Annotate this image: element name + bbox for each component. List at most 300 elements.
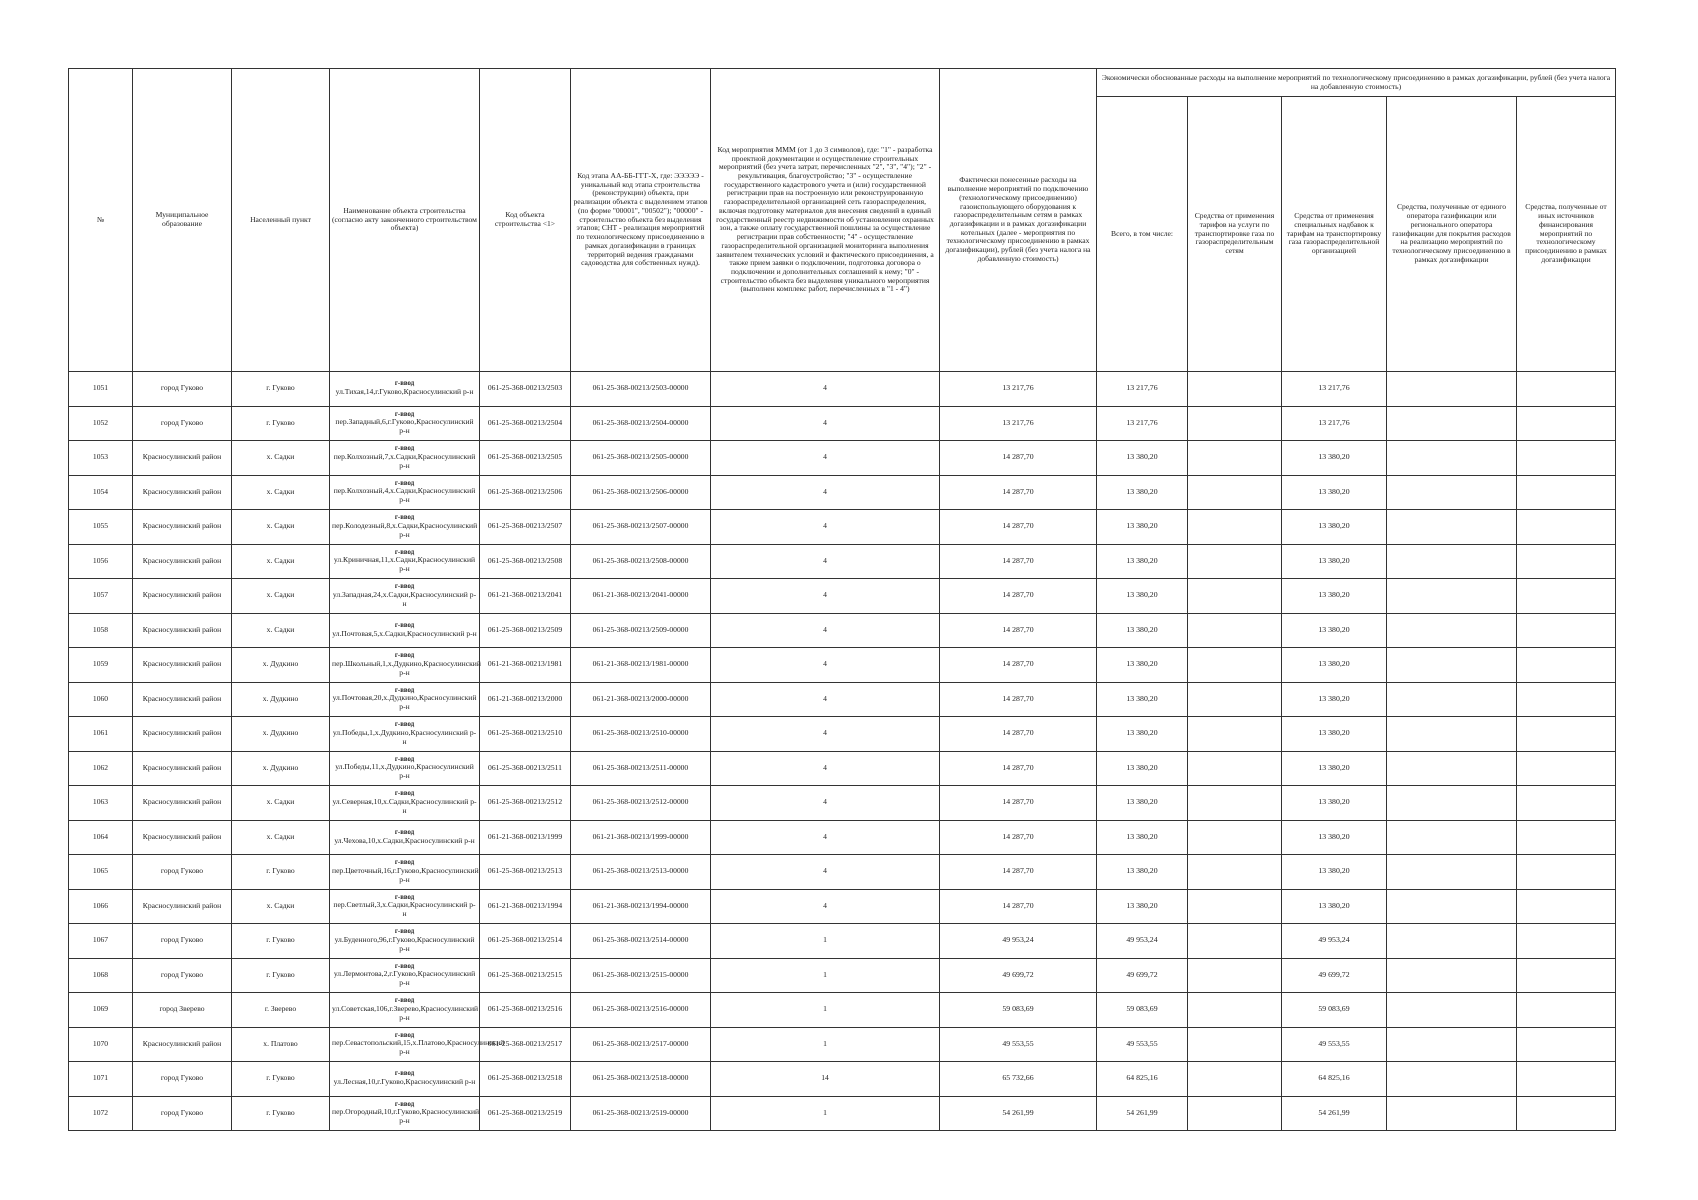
header-other-funds: Средства, полученные от иных источников финансирования мероприятий по технологическому присоединению в рамках догазификации bbox=[1517, 97, 1616, 372]
cell-tariff-funds bbox=[1188, 613, 1282, 648]
cell-markup-funds: 54 261,99 bbox=[1282, 1096, 1387, 1131]
cost-table bbox=[68, 68, 1616, 1131]
cell-total: 13 380,20 bbox=[1097, 682, 1188, 717]
cell-activity-code: 4 bbox=[711, 786, 940, 821]
header-no: № bbox=[69, 69, 133, 372]
cell-operator-funds bbox=[1387, 993, 1517, 1028]
cell-tariff-funds bbox=[1188, 406, 1282, 441]
cell-no: 1069 bbox=[69, 993, 133, 1028]
cell-other-funds bbox=[1517, 717, 1616, 752]
cell-markup-funds: 49 699,72 bbox=[1282, 958, 1387, 993]
object-address: ул.Западная,24,х.Садки,Красносулинский р-н bbox=[332, 589, 477, 608]
object-subtitle: г-ввод bbox=[394, 790, 415, 798]
cell-actual-costs: 14 287,70 bbox=[940, 786, 1097, 821]
cell-other-funds bbox=[1517, 958, 1616, 993]
cell-activity-code: 4 bbox=[711, 855, 940, 890]
cell-stage-code: 061-25-368-00213/2504-00000 bbox=[571, 406, 711, 441]
cell-operator-funds bbox=[1387, 1062, 1517, 1097]
header-object-name: Наименование объекта строительства (согласно акту законченного строительством объекта) bbox=[330, 69, 480, 372]
cell-operator-funds bbox=[1387, 579, 1517, 614]
cell-operator-funds bbox=[1387, 441, 1517, 476]
cell-stage-code: 061-25-368-00213/2512-00000 bbox=[571, 786, 711, 821]
cell-municipality: город Гуково bbox=[133, 1096, 232, 1131]
cell-municipality: город Гуково bbox=[133, 958, 232, 993]
object-address: ул.Чехова,10,х.Садки,Красносулинский р-н bbox=[334, 835, 475, 845]
cell-no: 1058 bbox=[69, 613, 133, 648]
header-actual-costs: Фактически понесенные расходы на выполнение мероприятий по подключению (технологическому присоединению) газоиспользующего оборудования к газораспределительным сетям в рамках догазификации и в рамках догазификации котельных (далее - мероприятия по технологическому присоединению в рамках догазификации), рублей (без учета налога на добавленную стоимость) bbox=[940, 69, 1097, 372]
object-address: пер.Колхозный,4,х.Садки,Красносулинский р-н bbox=[333, 486, 476, 505]
cell-operator-funds bbox=[1387, 475, 1517, 510]
cell-municipality: город Зверево bbox=[133, 993, 232, 1028]
cell-operator-funds bbox=[1387, 786, 1517, 821]
cell-settlement: х. Садки bbox=[232, 441, 330, 476]
object-subtitle: г-ввод bbox=[394, 997, 415, 1005]
cell-actual-costs: 14 287,70 bbox=[940, 544, 1097, 579]
cell-object-name bbox=[330, 406, 480, 441]
cell-other-funds bbox=[1517, 613, 1616, 648]
cell-activity-code: 4 bbox=[711, 510, 940, 545]
cell-stage-code: 061-25-368-00213/2515-00000 bbox=[571, 958, 711, 993]
cell-total: 13 380,20 bbox=[1097, 544, 1188, 579]
cell-municipality: город Гуково bbox=[133, 855, 232, 890]
cell-other-funds bbox=[1517, 682, 1616, 717]
cell-stage-code: 061-25-368-00213/2507-00000 bbox=[571, 510, 711, 545]
cell-settlement: х. Садки bbox=[232, 579, 330, 614]
cell-operator-funds bbox=[1387, 855, 1517, 890]
table-row bbox=[69, 441, 1616, 476]
cell-object-name bbox=[330, 372, 480, 407]
cell-no: 1054 bbox=[69, 475, 133, 510]
cell-stage-code: 061-25-368-00213/2508-00000 bbox=[571, 544, 711, 579]
cell-actual-costs: 14 287,70 bbox=[940, 510, 1097, 545]
cell-operator-funds bbox=[1387, 1027, 1517, 1062]
cell-markup-funds: 13 380,20 bbox=[1282, 475, 1387, 510]
table-row bbox=[69, 613, 1616, 648]
cell-other-funds bbox=[1517, 372, 1616, 407]
cell-municipality: Красносулинский район bbox=[133, 751, 232, 786]
table-row bbox=[69, 820, 1616, 855]
cell-activity-code: 4 bbox=[711, 406, 940, 441]
header-operator-funds: Средства, полученные от единого оператора газификации или регионального оператора газификации для покрытия расходов на реализацию мероприятий по технологическому присоединению в рамках догазификации bbox=[1387, 97, 1517, 372]
cell-tariff-funds bbox=[1188, 1062, 1282, 1097]
cell-markup-funds: 13 380,20 bbox=[1282, 510, 1387, 545]
cell-operator-funds bbox=[1387, 372, 1517, 407]
cell-no: 1063 bbox=[69, 786, 133, 821]
cell-actual-costs: 14 287,70 bbox=[940, 820, 1097, 855]
cell-markup-funds: 49 953,24 bbox=[1282, 924, 1387, 959]
cell-object-name bbox=[330, 1027, 505, 1062]
cell-stage-code: 061-25-368-00213/2517-00000 bbox=[571, 1027, 711, 1062]
cell-activity-code: 1 bbox=[711, 993, 940, 1028]
cell-object-code: 061-21-368-00213/1994 bbox=[480, 889, 571, 924]
object-subtitle: г-ввод bbox=[394, 652, 415, 660]
object-address: пер.Цветочный,16,г.Гуково,Красносулинский р-н bbox=[332, 865, 479, 884]
cell-object-name bbox=[330, 475, 480, 510]
cell-municipality: Красносулинский район bbox=[133, 717, 232, 752]
table-row bbox=[69, 958, 1616, 993]
table-row bbox=[69, 1062, 1616, 1097]
cell-total: 49 553,55 bbox=[1097, 1027, 1188, 1062]
cell-markup-funds: 13 380,20 bbox=[1282, 682, 1387, 717]
cell-actual-costs: 14 287,70 bbox=[940, 717, 1097, 752]
cell-stage-code: 061-21-368-00213/2000-00000 bbox=[571, 682, 711, 717]
cell-municipality: Красносулинский район bbox=[133, 510, 232, 545]
cell-activity-code: 4 bbox=[711, 372, 940, 407]
cell-no: 1057 bbox=[69, 579, 133, 614]
cell-tariff-funds bbox=[1188, 1096, 1282, 1131]
cell-total: 13 380,20 bbox=[1097, 717, 1188, 752]
cell-operator-funds bbox=[1387, 544, 1517, 579]
cell-settlement: г. Гуково bbox=[232, 924, 330, 959]
cell-operator-funds bbox=[1387, 613, 1517, 648]
cell-no: 1052 bbox=[69, 406, 133, 441]
cell-actual-costs: 49 953,24 bbox=[940, 924, 1097, 959]
cell-object-name bbox=[330, 717, 480, 752]
cell-municipality: Красносулинский район bbox=[133, 441, 232, 476]
cell-stage-code: 061-25-368-00213/2513-00000 bbox=[571, 855, 711, 890]
object-address: ул.Лесная,10,г.Гуково,Красносулинский р-н bbox=[333, 1077, 476, 1087]
cell-tariff-funds bbox=[1188, 751, 1282, 786]
cell-actual-costs: 14 287,70 bbox=[940, 751, 1097, 786]
cell-object-code: 061-25-368-00213/2518 bbox=[480, 1062, 571, 1097]
object-subtitle: г-ввод bbox=[394, 893, 415, 901]
cell-stage-code: 061-25-368-00213/2519-00000 bbox=[571, 1096, 711, 1131]
cell-tariff-funds bbox=[1188, 544, 1282, 579]
cell-object-name bbox=[330, 889, 480, 924]
object-address: пер.Колхозный,7,х.Садки,Красносулинский р-н bbox=[333, 451, 476, 470]
object-subtitle: г-ввод bbox=[394, 479, 415, 487]
cell-stage-code: 061-25-368-00213/2514-00000 bbox=[571, 924, 711, 959]
cell-tariff-funds bbox=[1188, 855, 1282, 890]
cell-settlement: г. Зверево bbox=[232, 993, 330, 1028]
cell-actual-costs: 14 287,70 bbox=[940, 579, 1097, 614]
cell-object-code: 061-21-368-00213/1981 bbox=[480, 648, 571, 683]
cell-stage-code: 061-21-368-00213/1994-00000 bbox=[571, 889, 711, 924]
cell-actual-costs: 49 553,55 bbox=[940, 1027, 1097, 1062]
cell-total: 13 217,76 bbox=[1097, 406, 1188, 441]
cell-operator-funds bbox=[1387, 958, 1517, 993]
header-total: Всего, в том числе: bbox=[1097, 97, 1188, 372]
cell-tariff-funds bbox=[1188, 820, 1282, 855]
object-subtitle: г-ввод bbox=[394, 828, 415, 836]
cell-object-code: 061-21-368-00213/2041 bbox=[480, 579, 571, 614]
object-address: пер.Огородный,10,г.Гуково,Красносулинский р-н bbox=[332, 1107, 480, 1126]
cell-object-name bbox=[330, 751, 480, 786]
cell-no: 1067 bbox=[69, 924, 133, 959]
cell-tariff-funds bbox=[1188, 1027, 1282, 1062]
cell-object-name bbox=[330, 924, 480, 959]
table-row bbox=[69, 993, 1616, 1028]
cell-total: 49 699,72 bbox=[1097, 958, 1188, 993]
cell-no: 1072 bbox=[69, 1096, 133, 1131]
cell-actual-costs: 49 699,72 bbox=[940, 958, 1097, 993]
header-object-code: Код объекта строительства <1> bbox=[480, 69, 571, 372]
cell-other-funds bbox=[1517, 510, 1616, 545]
cell-stage-code: 061-25-368-00213/2505-00000 bbox=[571, 441, 711, 476]
table-row bbox=[69, 544, 1616, 579]
cell-activity-code: 1 bbox=[711, 1096, 940, 1131]
cell-municipality: Красносулинский район bbox=[133, 613, 232, 648]
cell-settlement: г. Гуково bbox=[232, 1062, 330, 1097]
cell-operator-funds bbox=[1387, 717, 1517, 752]
cell-stage-code: 061-25-368-00213/2509-00000 bbox=[571, 613, 711, 648]
cell-settlement: г. Гуково bbox=[232, 958, 330, 993]
cell-other-funds bbox=[1517, 820, 1616, 855]
cell-other-funds bbox=[1517, 441, 1616, 476]
cell-markup-funds: 13 217,76 bbox=[1282, 406, 1387, 441]
cell-tariff-funds bbox=[1188, 924, 1282, 959]
header-activity-code: Код мероприятия ММM (от 1 до 3 символов), где: "1" - разработка проектной документации и осуществление строительных мероприятий (без учета затрат, перечисленных "2", "3", "4"); "2" - рекультивация, благоустройство; "3" - осуществление государственного кадастрового учета и (или) государственной регистрации прав на построенную или реконструированную газораспределительной организацией сеть газораспределения, включая подготовку материалов для внесения сведений в единый государственный реестр недвижимости об установлении охранных зон, а также оплату государственной пошлины за осуществление регистрации прав собственности; "4" - осуществление газораспределительной организацией мониторинга выполнения заявителем технических условий и фактического присоединения, а также прием заявки о подключении, подготовка договора о подключении и дополнительных соглашений к нему; "0" - строительство объекта без выделения уникального мероприятия (выполнен комплекс работ, перечисленных в "1 - 4") bbox=[711, 69, 940, 372]
cell-operator-funds bbox=[1387, 924, 1517, 959]
cell-settlement: х. Садки bbox=[232, 475, 330, 510]
cell-tariff-funds bbox=[1188, 889, 1282, 924]
cell-operator-funds bbox=[1387, 682, 1517, 717]
cell-activity-code: 4 bbox=[711, 544, 940, 579]
cell-object-name bbox=[330, 855, 480, 890]
object-subtitle: г-ввод bbox=[394, 380, 415, 388]
table-row bbox=[69, 751, 1616, 786]
cell-total: 13 380,20 bbox=[1097, 579, 1188, 614]
cell-total: 49 953,24 bbox=[1097, 924, 1188, 959]
table-row bbox=[69, 889, 1616, 924]
table-row bbox=[69, 786, 1616, 821]
cell-actual-costs: 59 083,69 bbox=[940, 993, 1097, 1028]
cell-tariff-funds bbox=[1188, 475, 1282, 510]
object-subtitle: г-ввод bbox=[394, 1031, 415, 1039]
cell-no: 1070 bbox=[69, 1027, 133, 1062]
cell-stage-code: 061-21-368-00213/1981-00000 bbox=[571, 648, 711, 683]
cell-actual-costs: 13 217,76 bbox=[940, 372, 1097, 407]
cell-activity-code: 4 bbox=[711, 717, 940, 752]
object-address: пер.Западный,6,г.Гуково,Красносулинский р-н bbox=[335, 417, 474, 436]
header-settlement: Населенный пункт bbox=[232, 69, 330, 372]
cell-activity-code: 14 bbox=[711, 1062, 940, 1097]
cell-object-code: 061-25-368-00213/2511 bbox=[480, 751, 571, 786]
cell-object-code: 061-25-368-00213/2517 bbox=[480, 1027, 571, 1062]
cell-settlement: х. Дудкино bbox=[232, 751, 330, 786]
cell-other-funds bbox=[1517, 544, 1616, 579]
object-subtitle: г-ввод bbox=[394, 962, 415, 970]
cell-no: 1065 bbox=[69, 855, 133, 890]
table-row bbox=[69, 924, 1616, 959]
cell-activity-code: 1 bbox=[711, 924, 940, 959]
cell-tariff-funds bbox=[1188, 786, 1282, 821]
cell-other-funds bbox=[1517, 1062, 1616, 1097]
cell-tariff-funds bbox=[1188, 510, 1282, 545]
cell-markup-funds: 13 380,20 bbox=[1282, 786, 1387, 821]
cell-tariff-funds bbox=[1188, 372, 1282, 407]
cell-object-name bbox=[330, 579, 480, 614]
cell-other-funds bbox=[1517, 889, 1616, 924]
cell-activity-code: 4 bbox=[711, 475, 940, 510]
cell-no: 1066 bbox=[69, 889, 133, 924]
cell-no: 1060 bbox=[69, 682, 133, 717]
cell-object-code: 061-25-368-00213/2503 bbox=[480, 372, 571, 407]
cell-object-code: 061-25-368-00213/2508 bbox=[480, 544, 571, 579]
cell-stage-code: 061-25-368-00213/2510-00000 bbox=[571, 717, 711, 752]
cell-settlement: х. Садки bbox=[232, 820, 330, 855]
cell-operator-funds bbox=[1387, 1096, 1517, 1131]
cell-operator-funds bbox=[1387, 406, 1517, 441]
object-address: ул.Лермонтова,2,г.Гуково,Красносулинский р-н bbox=[333, 969, 476, 988]
cell-operator-funds bbox=[1387, 820, 1517, 855]
cell-settlement: х. Дудкино bbox=[232, 717, 330, 752]
cell-total: 54 261,99 bbox=[1097, 1096, 1188, 1131]
cell-object-code: 061-25-368-00213/2507 bbox=[480, 510, 571, 545]
cell-no: 1062 bbox=[69, 751, 133, 786]
object-subtitle: г-ввод bbox=[394, 686, 415, 694]
cell-total: 13 380,20 bbox=[1097, 613, 1188, 648]
cell-actual-costs: 14 287,70 bbox=[940, 855, 1097, 890]
cell-settlement: х. Садки bbox=[232, 544, 330, 579]
cell-settlement: х. Платово bbox=[232, 1027, 330, 1062]
object-address: пер.Светлый,3,х.Садки,Красносулинский р-н bbox=[333, 900, 476, 919]
cell-no: 1071 bbox=[69, 1062, 133, 1097]
object-subtitle: г-ввод bbox=[394, 928, 415, 936]
cell-actual-costs: 54 261,99 bbox=[940, 1096, 1097, 1131]
table-row bbox=[69, 372, 1616, 407]
cell-settlement: г. Гуково bbox=[232, 855, 330, 890]
cell-municipality: город Гуково bbox=[133, 372, 232, 407]
cell-object-name bbox=[330, 613, 480, 648]
cell-municipality: город Гуково bbox=[133, 924, 232, 959]
header-municipality: Муниципальное образование bbox=[133, 69, 232, 372]
object-address: ул.Победы,1,х.Дудкино,Красносулинский р-н bbox=[332, 727, 477, 746]
cell-stage-code: 061-25-368-00213/2506-00000 bbox=[571, 475, 711, 510]
cell-municipality: город Гуково bbox=[133, 406, 232, 441]
cell-no: 1068 bbox=[69, 958, 133, 993]
cell-markup-funds: 13 380,20 bbox=[1282, 544, 1387, 579]
cell-object-code: 061-25-368-00213/2515 bbox=[480, 958, 571, 993]
cell-activity-code: 4 bbox=[711, 889, 940, 924]
cell-total: 59 083,69 bbox=[1097, 993, 1188, 1028]
cell-municipality: Красносулинский район bbox=[133, 475, 232, 510]
cell-actual-costs: 13 217,76 bbox=[940, 406, 1097, 441]
table-row bbox=[69, 510, 1616, 545]
cell-object-code: 061-25-368-00213/2506 bbox=[480, 475, 571, 510]
cell-object-name bbox=[330, 544, 480, 579]
cell-operator-funds bbox=[1387, 648, 1517, 683]
cell-no: 1059 bbox=[69, 648, 133, 683]
cell-object-code: 061-21-368-00213/2000 bbox=[480, 682, 571, 717]
object-address: ул.Почтовая,5,х.Садки,Красносулинский р-н bbox=[332, 628, 477, 638]
cell-object-code: 061-25-368-00213/2513 bbox=[480, 855, 571, 890]
table-row bbox=[69, 682, 1616, 717]
object-subtitle: г-ввод bbox=[394, 410, 415, 418]
cell-tariff-funds bbox=[1188, 682, 1282, 717]
table-row bbox=[69, 1096, 1616, 1131]
cell-other-funds bbox=[1517, 751, 1616, 786]
cell-stage-code: 061-25-368-00213/2511-00000 bbox=[571, 751, 711, 786]
cell-municipality: Красносулинский район bbox=[133, 889, 232, 924]
cell-actual-costs: 14 287,70 bbox=[940, 682, 1097, 717]
cell-markup-funds: 13 380,20 bbox=[1282, 613, 1387, 648]
cell-other-funds bbox=[1517, 648, 1616, 683]
cell-activity-code: 4 bbox=[711, 648, 940, 683]
cell-activity-code: 4 bbox=[711, 682, 940, 717]
cell-activity-code: 1 bbox=[711, 958, 940, 993]
cell-no: 1051 bbox=[69, 372, 133, 407]
cell-markup-funds: 13 380,20 bbox=[1282, 820, 1387, 855]
object-subtitle: г-ввод bbox=[394, 755, 415, 763]
cell-total: 13 380,20 bbox=[1097, 648, 1188, 683]
cell-no: 1056 bbox=[69, 544, 133, 579]
object-address: ул.Буденного,96,г.Гуково,Красносулинский р-н bbox=[334, 934, 475, 953]
cell-total: 13 380,20 bbox=[1097, 510, 1188, 545]
cell-municipality: Красносулинский район bbox=[133, 820, 232, 855]
cell-actual-costs: 14 287,70 bbox=[940, 475, 1097, 510]
cell-actual-costs: 14 287,70 bbox=[940, 613, 1097, 648]
header-stage-code: Код этапа АА-ББ-ГГГ-Х, где: ЭЭЭЭЭ - уникальный код этапа строительства (реконструкции) объекта, при реализации объекта с выделением этапов (по форме "00001", "00502"); "00000" - строительство объекта без выделения этапов; СНТ - реализация мероприятий по технологическому присоединению в рамках догазификации в границах территорий ведения гражданами садоводства для собственных нужд). bbox=[571, 69, 711, 372]
object-address: ул.Криничная,11,х.Садки,Красносулинский р-н bbox=[333, 555, 476, 574]
object-subtitle: г-ввод bbox=[394, 514, 415, 522]
cell-municipality: Красносулинский район bbox=[133, 648, 232, 683]
cell-operator-funds bbox=[1387, 889, 1517, 924]
cell-actual-costs: 14 287,70 bbox=[940, 889, 1097, 924]
cell-object-code: 061-25-368-00213/2510 bbox=[480, 717, 571, 752]
object-address: пер.Севастопольский,15,х.Платово,Красносулинский р-н bbox=[332, 1038, 505, 1057]
cell-other-funds bbox=[1517, 786, 1616, 821]
object-subtitle: г-ввод bbox=[394, 548, 415, 556]
header-tariff-funds: Средства от применения тарифов на услуги по транспортировке газа по газораспределительным сетям bbox=[1188, 97, 1282, 372]
cell-other-funds bbox=[1517, 1096, 1616, 1131]
cell-actual-costs: 65 732,66 bbox=[940, 1062, 1097, 1097]
cell-municipality: город Гуково bbox=[133, 1062, 232, 1097]
cell-object-name bbox=[330, 648, 480, 683]
cell-markup-funds: 13 380,20 bbox=[1282, 648, 1387, 683]
object-subtitle: г-ввод bbox=[394, 1070, 415, 1078]
cell-activity-code: 4 bbox=[711, 751, 940, 786]
cell-municipality: Красносулинский район bbox=[133, 544, 232, 579]
object-address: ул.Победы,11,х.Дудкино,Красносулинский р-н bbox=[335, 762, 474, 781]
cell-object-code: 061-21-368-00213/1999 bbox=[480, 820, 571, 855]
object-subtitle: г-ввод bbox=[394, 721, 415, 729]
table-row bbox=[69, 406, 1616, 441]
object-address: ул.Северная,10,х.Садки,Красносулинский р-н bbox=[332, 796, 477, 815]
cell-activity-code: 4 bbox=[711, 579, 940, 614]
cell-settlement: х. Садки bbox=[232, 510, 330, 545]
cell-total: 13 380,20 bbox=[1097, 855, 1188, 890]
cell-settlement: г. Гуково bbox=[232, 1096, 330, 1131]
cell-object-code: 061-25-368-00213/2519 bbox=[480, 1096, 571, 1131]
cell-total: 13 380,20 bbox=[1097, 441, 1188, 476]
cell-settlement: г. Гуково bbox=[232, 406, 330, 441]
object-subtitle: г-ввод bbox=[394, 621, 415, 629]
cell-total: 64 825,16 bbox=[1097, 1062, 1188, 1097]
cell-tariff-funds bbox=[1188, 441, 1282, 476]
table-row bbox=[69, 579, 1616, 614]
cell-object-name bbox=[330, 958, 480, 993]
cell-total: 13 380,20 bbox=[1097, 475, 1188, 510]
cell-markup-funds: 13 380,20 bbox=[1282, 579, 1387, 614]
object-subtitle: г-ввод bbox=[394, 445, 415, 453]
cell-object-code: 061-25-368-00213/2514 bbox=[480, 924, 571, 959]
cell-actual-costs: 14 287,70 bbox=[940, 441, 1097, 476]
cell-other-funds bbox=[1517, 1027, 1616, 1062]
cell-settlement: х. Садки bbox=[232, 613, 330, 648]
cell-markup-funds: 13 380,20 bbox=[1282, 889, 1387, 924]
cell-settlement: х. Садки bbox=[232, 786, 330, 821]
cell-object-code: 061-25-368-00213/2505 bbox=[480, 441, 571, 476]
table-row bbox=[69, 648, 1616, 683]
cell-object-name bbox=[330, 1096, 480, 1131]
cell-no: 1061 bbox=[69, 717, 133, 752]
cell-settlement: х. Дудкино bbox=[232, 682, 330, 717]
header-markup-funds: Средства от применения специальных надбавок к тарифам на транспортировку газа газораспределительной организацией bbox=[1282, 97, 1387, 372]
cell-object-code: 061-25-368-00213/2512 bbox=[480, 786, 571, 821]
object-subtitle: г-ввод bbox=[394, 1100, 415, 1108]
cell-markup-funds: 64 825,16 bbox=[1282, 1062, 1387, 1097]
